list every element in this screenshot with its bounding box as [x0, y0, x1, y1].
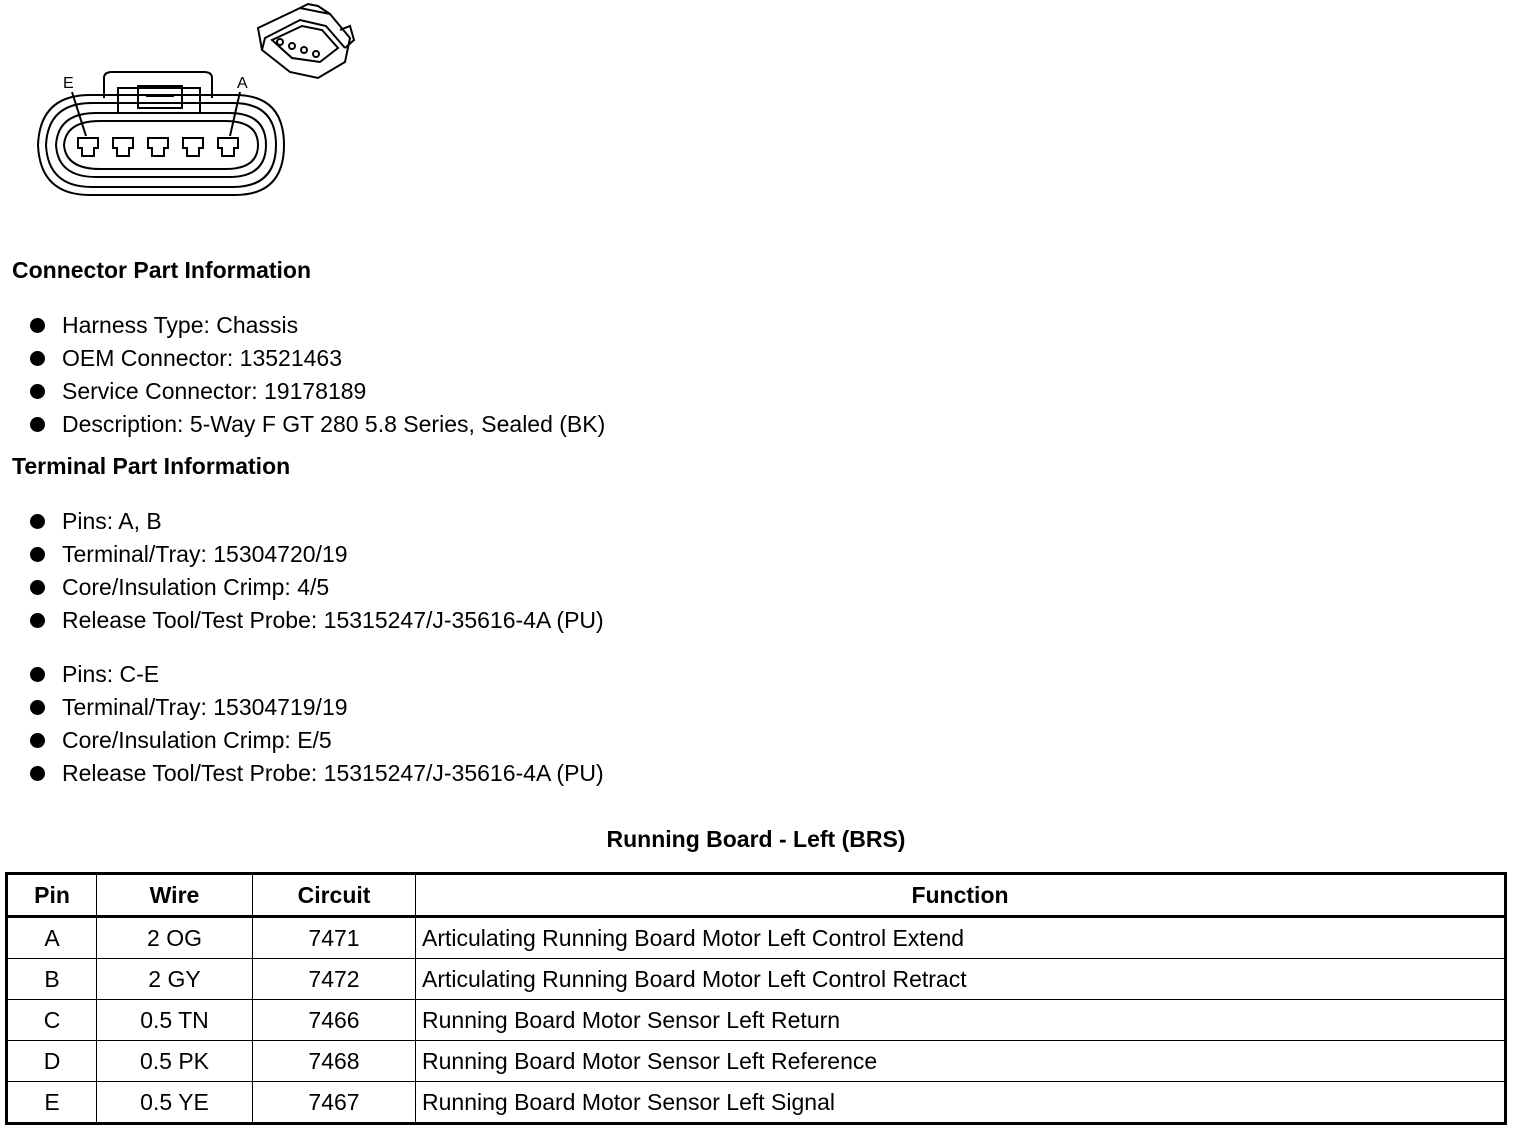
list-item-text: OEM Connector: 13521463: [62, 345, 343, 371]
list-item-text: Description: 5-Way F GT 280 5.8 Series, Sealed (BK): [62, 411, 606, 437]
bullet-icon: [30, 384, 45, 399]
list-item: [28, 375, 605, 408]
table-row: [7, 1000, 1506, 1041]
table-row: [7, 1082, 1506, 1124]
bullet-icon: [30, 547, 45, 562]
cell-pin: E: [7, 1082, 97, 1124]
connector-section-title: Connector Part Information: [12, 257, 312, 283]
column-header-pin: Pin: [7, 874, 97, 917]
list-item-text: Core/Insulation Crimp: 4/5: [62, 574, 330, 600]
bullet-icon: [30, 417, 45, 432]
list-item: [28, 571, 604, 604]
cell-circuit: 7471: [253, 917, 416, 959]
bullet-icon: [30, 318, 45, 333]
cell-wire: 0.5 TN: [97, 1000, 253, 1041]
pin-cavities: [78, 138, 238, 156]
bullet-icon: [30, 613, 45, 628]
terminal-info-list-2: [28, 658, 604, 790]
column-header-wire: Wire: [97, 874, 253, 917]
cell-wire: 2 GY: [97, 959, 253, 1000]
terminal-info-list-1: [28, 505, 604, 637]
list-item: [28, 309, 605, 342]
table-header-row: [7, 874, 1506, 917]
bullet-icon: [30, 351, 45, 366]
pin-label-e: E: [63, 75, 74, 92]
list-item-text: Terminal/Tray: 15304720/19: [62, 541, 348, 567]
cell-function: Articulating Running Board Motor Left Control Extend: [416, 917, 1506, 959]
cell-wire: 0.5 PK: [97, 1041, 253, 1082]
list-item-text: Core/Insulation Crimp: E/5: [62, 727, 332, 753]
list-item: [28, 757, 604, 790]
cell-pin: B: [7, 959, 97, 1000]
cell-function: Running Board Motor Sensor Left Reference: [416, 1041, 1506, 1082]
bullet-icon: [30, 700, 45, 715]
list-item-text: Release Tool/Test Probe: 15315247/J-35616-4A (PU): [62, 760, 604, 786]
list-item: [28, 724, 604, 757]
connector-diagram: [0, 0, 380, 220]
list-item-text: Service Connector: 19178189: [62, 378, 367, 404]
table-row: [7, 959, 1506, 1000]
list-item-text: Terminal/Tray: 15304719/19: [62, 694, 348, 720]
list-item: [28, 408, 605, 441]
list-item-text: Harness Type: Chassis: [62, 312, 299, 338]
table-row: [7, 917, 1506, 959]
cell-function: Running Board Motor Sensor Left Return: [416, 1000, 1506, 1041]
cell-wire: 0.5 YE: [97, 1082, 253, 1124]
bullet-icon: [30, 514, 45, 529]
list-item-text: Pins: C-E: [62, 661, 160, 687]
cell-function: Articulating Running Board Motor Left Control Retract: [416, 959, 1506, 1000]
cell-pin: D: [7, 1041, 97, 1082]
list-item: [28, 505, 604, 538]
list-item: [28, 691, 604, 724]
list-item-text: Release Tool/Test Probe: 15315247/J-35616-4A (PU): [62, 607, 604, 633]
cell-pin: C: [7, 1000, 97, 1041]
cell-pin: A: [7, 917, 97, 959]
pinout-table: [5, 872, 1507, 1125]
cell-wire: 2 OG: [97, 917, 253, 959]
list-item-text: Pins: A, B: [62, 508, 162, 534]
bullet-icon: [30, 766, 45, 781]
cell-function: Running Board Motor Sensor Left Signal: [416, 1082, 1506, 1124]
cell-circuit: 7468: [253, 1041, 416, 1082]
column-header-circuit: Circuit: [253, 874, 416, 917]
list-item: [28, 604, 604, 637]
bullet-icon: [30, 580, 45, 595]
list-item: [28, 342, 605, 375]
cell-circuit: 7467: [253, 1082, 416, 1124]
bullet-icon: [30, 667, 45, 682]
list-item: [28, 658, 604, 691]
table-title: Running Board - Left (BRS): [606, 826, 906, 852]
cell-circuit: 7472: [253, 959, 416, 1000]
terminal-section-title: Terminal Part Information: [12, 453, 291, 479]
connector-3d-view: [258, 4, 354, 78]
table-row: [7, 1041, 1506, 1082]
bullet-icon: [30, 733, 45, 748]
cell-circuit: 7466: [253, 1000, 416, 1041]
connector-info-list: [28, 309, 605, 441]
pin-label-a: A: [237, 75, 248, 92]
list-item: [28, 538, 604, 571]
column-header-function: Function: [416, 874, 1506, 917]
